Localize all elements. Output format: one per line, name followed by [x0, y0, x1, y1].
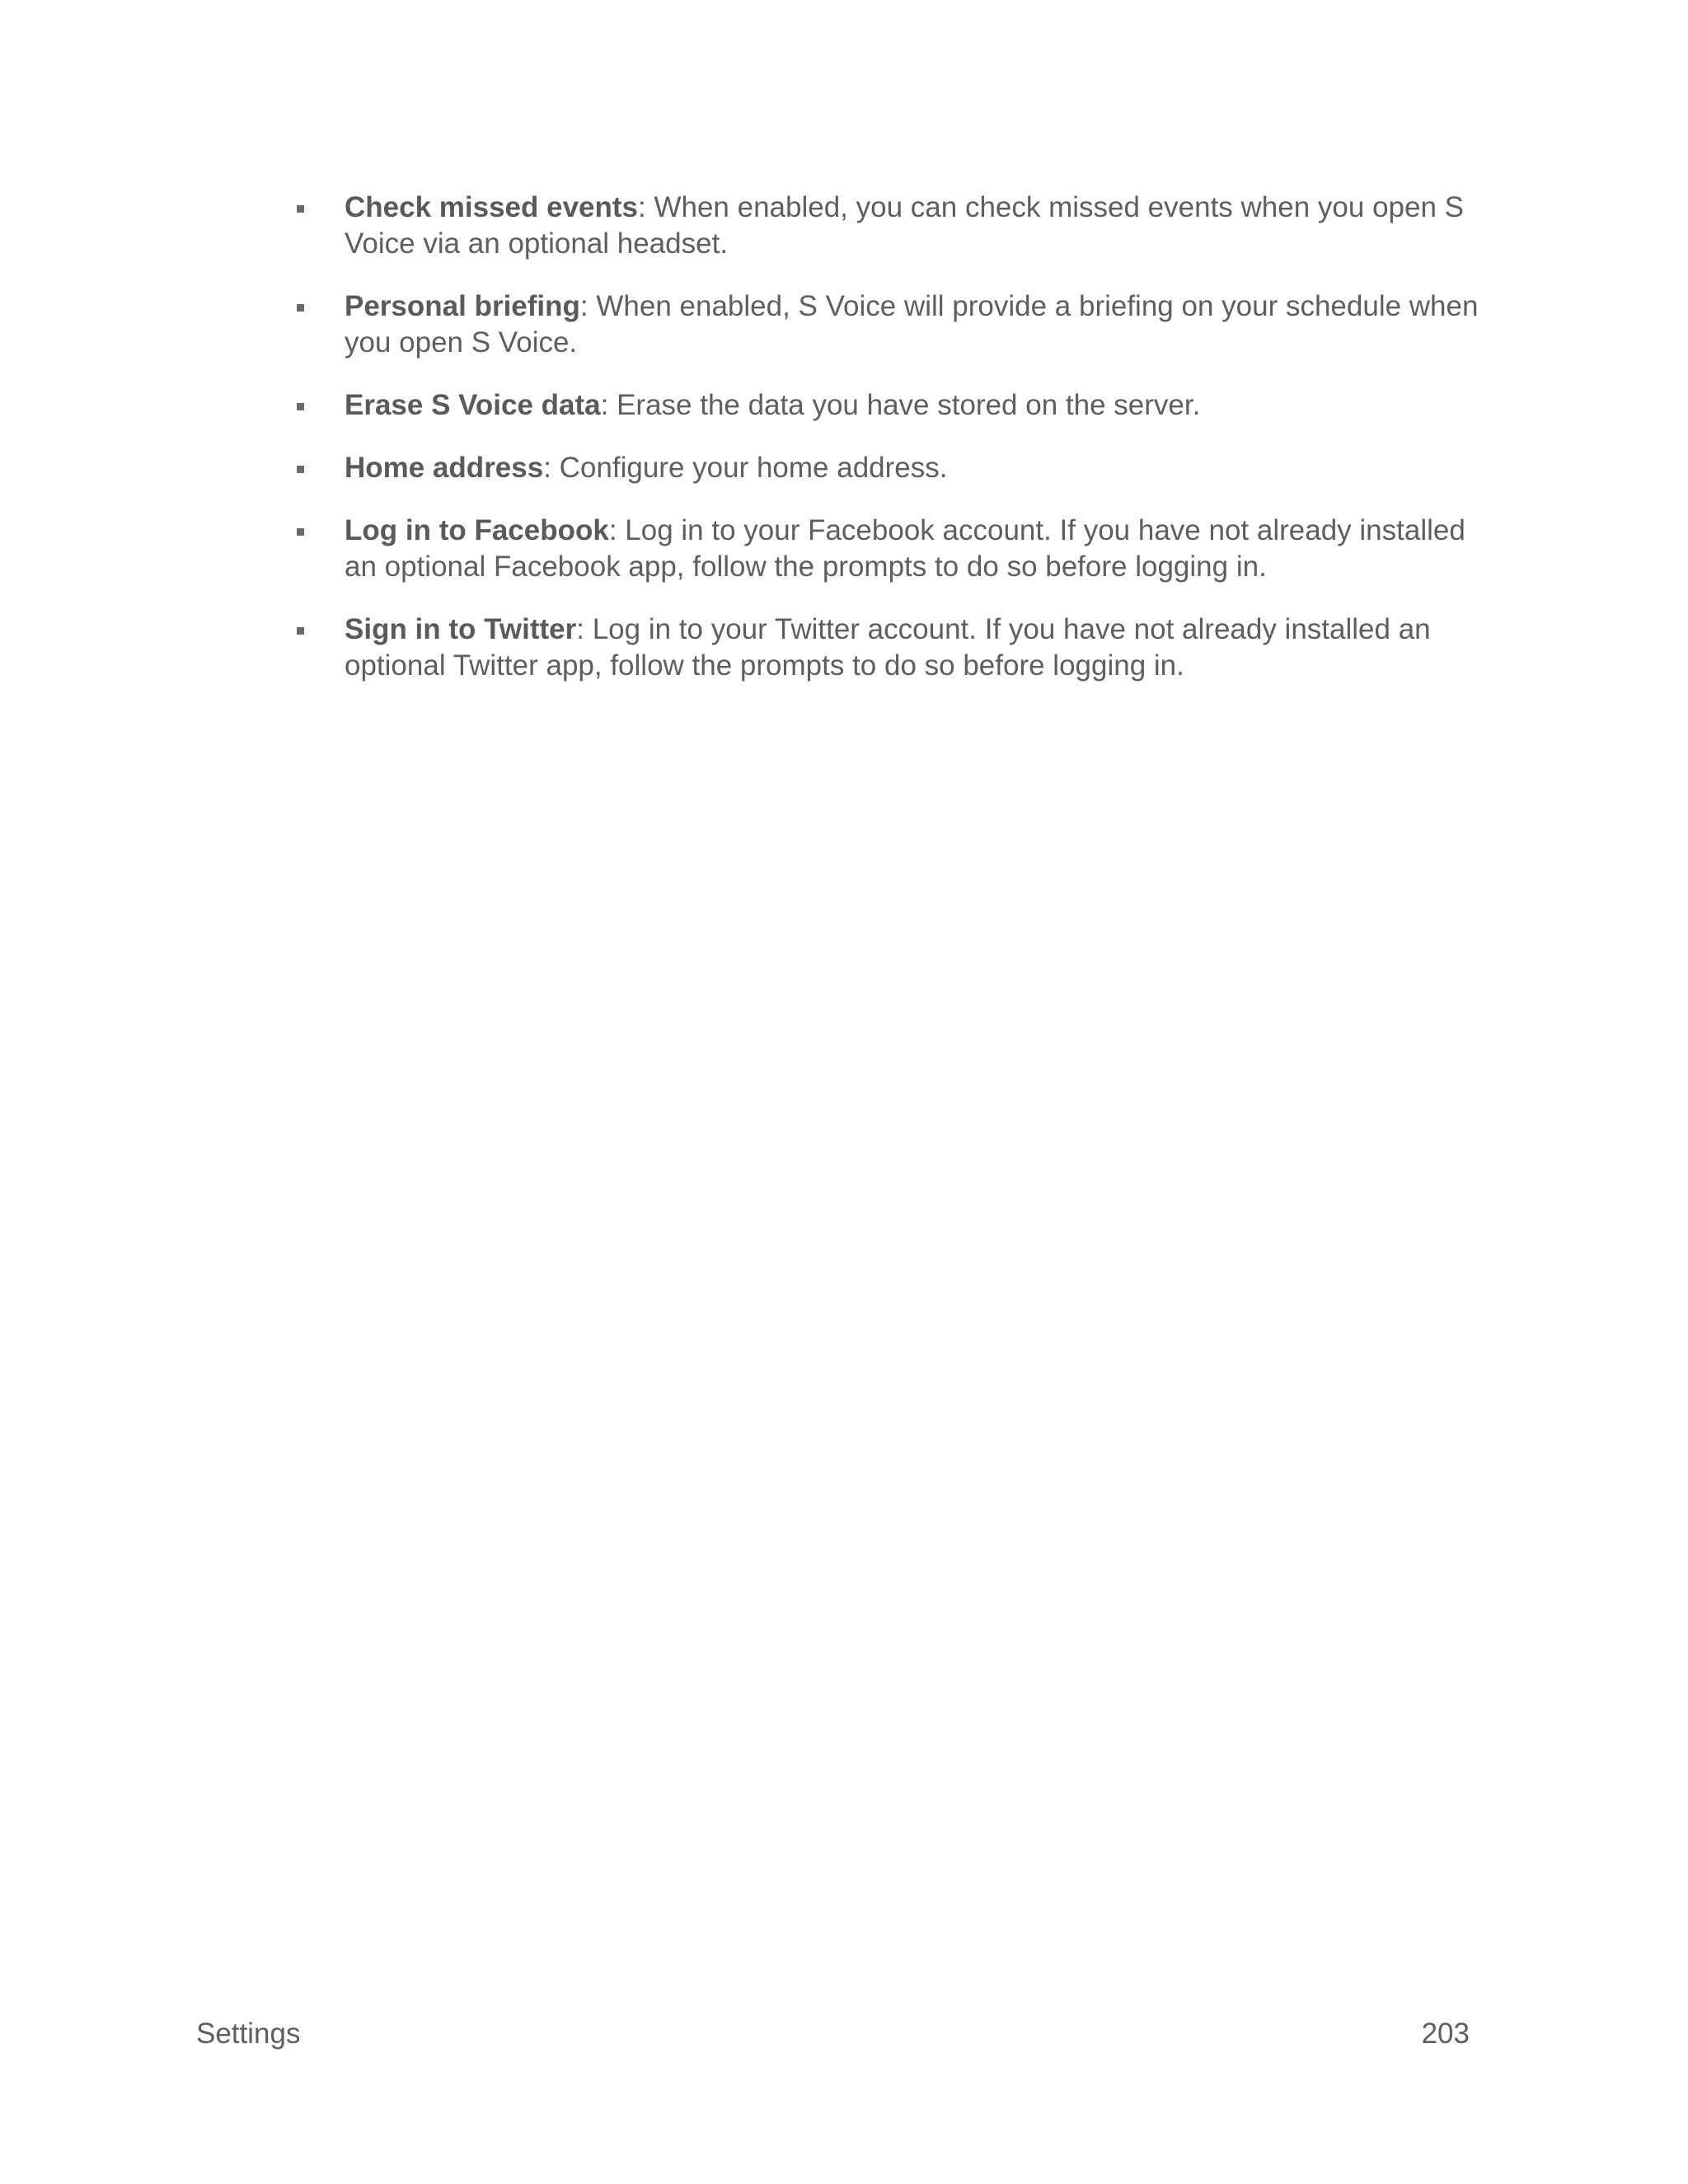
- item-term: Log in to Facebook: [345, 514, 609, 546]
- item-description: : When enabled, S Voice will provide a briefing on your schedule when you open S Voice.: [345, 290, 1479, 359]
- list-item-personal-briefing: [297, 288, 1484, 361]
- footer-section-title: Settings: [196, 2018, 301, 2050]
- settings-description-list: [297, 190, 1484, 710]
- square-bullet-icon: [297, 528, 304, 536]
- item-term: Personal briefing: [345, 290, 580, 322]
- page-footer: [196, 2016, 1470, 2052]
- item-term: Erase S Voice data: [345, 389, 601, 421]
- item-description: : Erase the data you have stored on the server.: [600, 389, 1201, 421]
- list-item-check-missed-events: [297, 190, 1484, 262]
- item-term: Home address: [345, 452, 544, 484]
- footer-page-number: 203: [1421, 2018, 1470, 2050]
- item-term: Sign in to Twitter: [345, 613, 577, 645]
- item-term: Check missed events: [345, 191, 639, 223]
- list-item-home-address: [297, 450, 1484, 486]
- square-bullet-icon: [297, 403, 304, 410]
- list-item-sign-in-to-twitter: [297, 612, 1484, 684]
- list-item-log-in-to-facebook: [297, 513, 1484, 585]
- item-description: : When enabled, you can check missed events when you open S Voice via an optional headset.: [345, 191, 1465, 260]
- square-bullet-icon: [297, 304, 304, 312]
- bullet-list: [297, 190, 1484, 684]
- square-bullet-icon: [297, 466, 304, 473]
- item-description: : Log in to your Twitter account. If you have not already installed an optional Twitter app, follow the prompts to do so before logging in.: [345, 613, 1431, 682]
- list-item-erase-s-voice-data: [297, 387, 1484, 424]
- square-bullet-icon: [297, 205, 304, 213]
- item-description: : Log in to your Facebook account. If you have not already installed an optional Facebook app, follow the prompts to do so before logging in.: [345, 514, 1465, 583]
- item-description: : Configure your home address.: [543, 452, 948, 484]
- square-bullet-icon: [297, 627, 304, 635]
